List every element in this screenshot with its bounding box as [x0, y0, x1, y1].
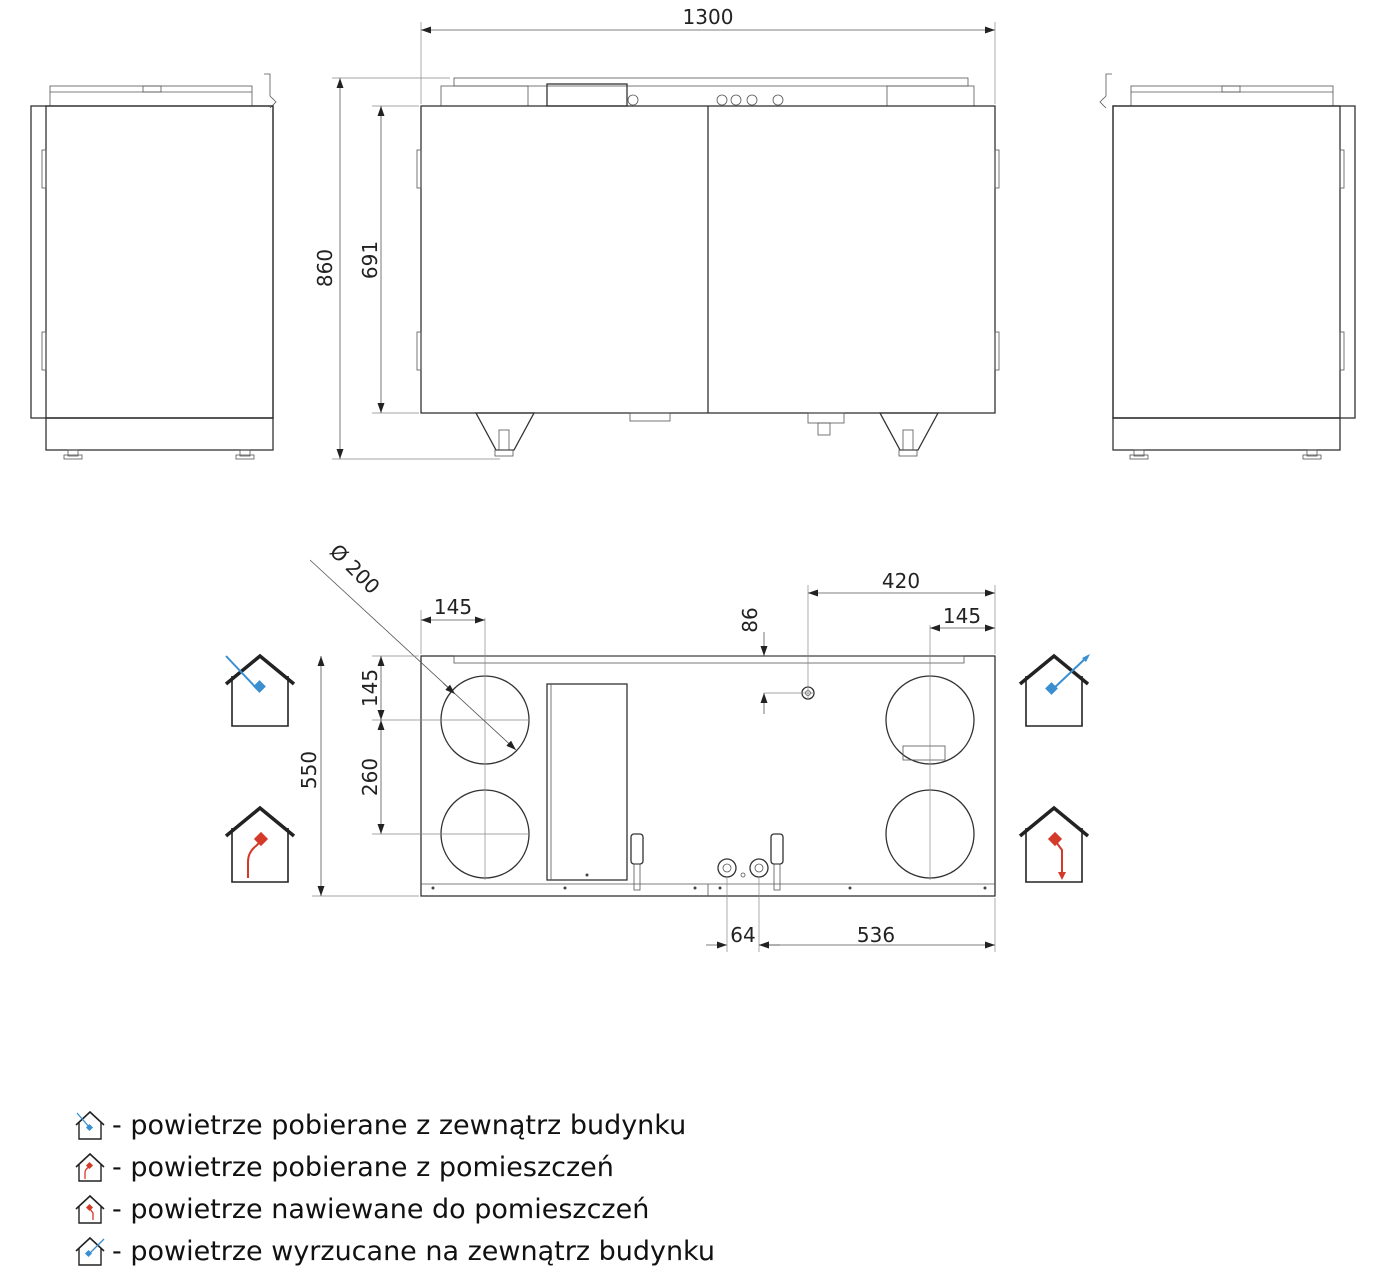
legend-item-room-supply [74, 1188, 715, 1230]
legend-text-outdoor-intake: - powietrze pobierane z zewnątrz budynku [112, 1109, 687, 1141]
right-420-label: 420 [881, 569, 921, 593]
bottom-536-label: 536 [856, 923, 896, 947]
vert-145-label: 145 [358, 668, 382, 708]
dimension-top-86 [738, 607, 764, 714]
right-145-label: 145 [942, 604, 982, 628]
right-side-view [1100, 74, 1355, 459]
legend-item-exhaust-outside [74, 1230, 715, 1272]
dimension-height-body [358, 106, 419, 413]
room-supply-icon [74, 1193, 106, 1225]
dimension-bottom-64 [706, 878, 780, 952]
room-extract-icon [74, 1151, 106, 1183]
center-lines [372, 585, 930, 880]
dimension-bottom-536 [759, 898, 995, 952]
legend [74, 1104, 715, 1272]
legend-text-room-supply: - powietrze nawiewane do pomieszczeń [112, 1193, 650, 1225]
exhaust-outside-icon [74, 1235, 106, 1267]
house-room-extract-icon [226, 808, 294, 882]
height-total-label: 860 [313, 248, 337, 288]
dimension-vert-260 [358, 720, 382, 834]
width-label: 1300 [682, 5, 734, 29]
left-145-label: 145 [433, 595, 473, 619]
diameter-label: Ø 200 [325, 539, 385, 599]
house-exhaust-outside-icon [1020, 654, 1090, 726]
legend-item-room-extract [74, 1146, 715, 1188]
plan-view [421, 656, 995, 896]
vert-260-label: 260 [358, 757, 382, 797]
depth-550-label: 550 [297, 750, 321, 790]
legend-text-exhaust-outside: - powietrze wyrzucane na zewnątrz budynku [112, 1235, 715, 1267]
legend-text-room-extract: - powietrze pobierane z pomieszczeń [112, 1151, 614, 1183]
legend-item-outdoor-intake [74, 1104, 715, 1146]
house-room-supply-icon [1020, 808, 1088, 882]
dimension-right-145 [930, 604, 995, 628]
left-side-view [31, 74, 276, 459]
outdoor-intake-icon [74, 1109, 106, 1141]
dimension-height-total [313, 78, 500, 459]
dimension-vert-145 [358, 656, 419, 720]
top-86-label: 86 [738, 607, 762, 633]
house-outdoor-intake-icon [226, 656, 294, 726]
dimension-left-145 [421, 595, 485, 654]
height-body-label: 691 [358, 240, 382, 280]
filter-box [547, 684, 627, 880]
dimension-width-total [421, 5, 995, 104]
bottom-64-label: 64 [730, 923, 756, 947]
front-view [417, 78, 999, 456]
